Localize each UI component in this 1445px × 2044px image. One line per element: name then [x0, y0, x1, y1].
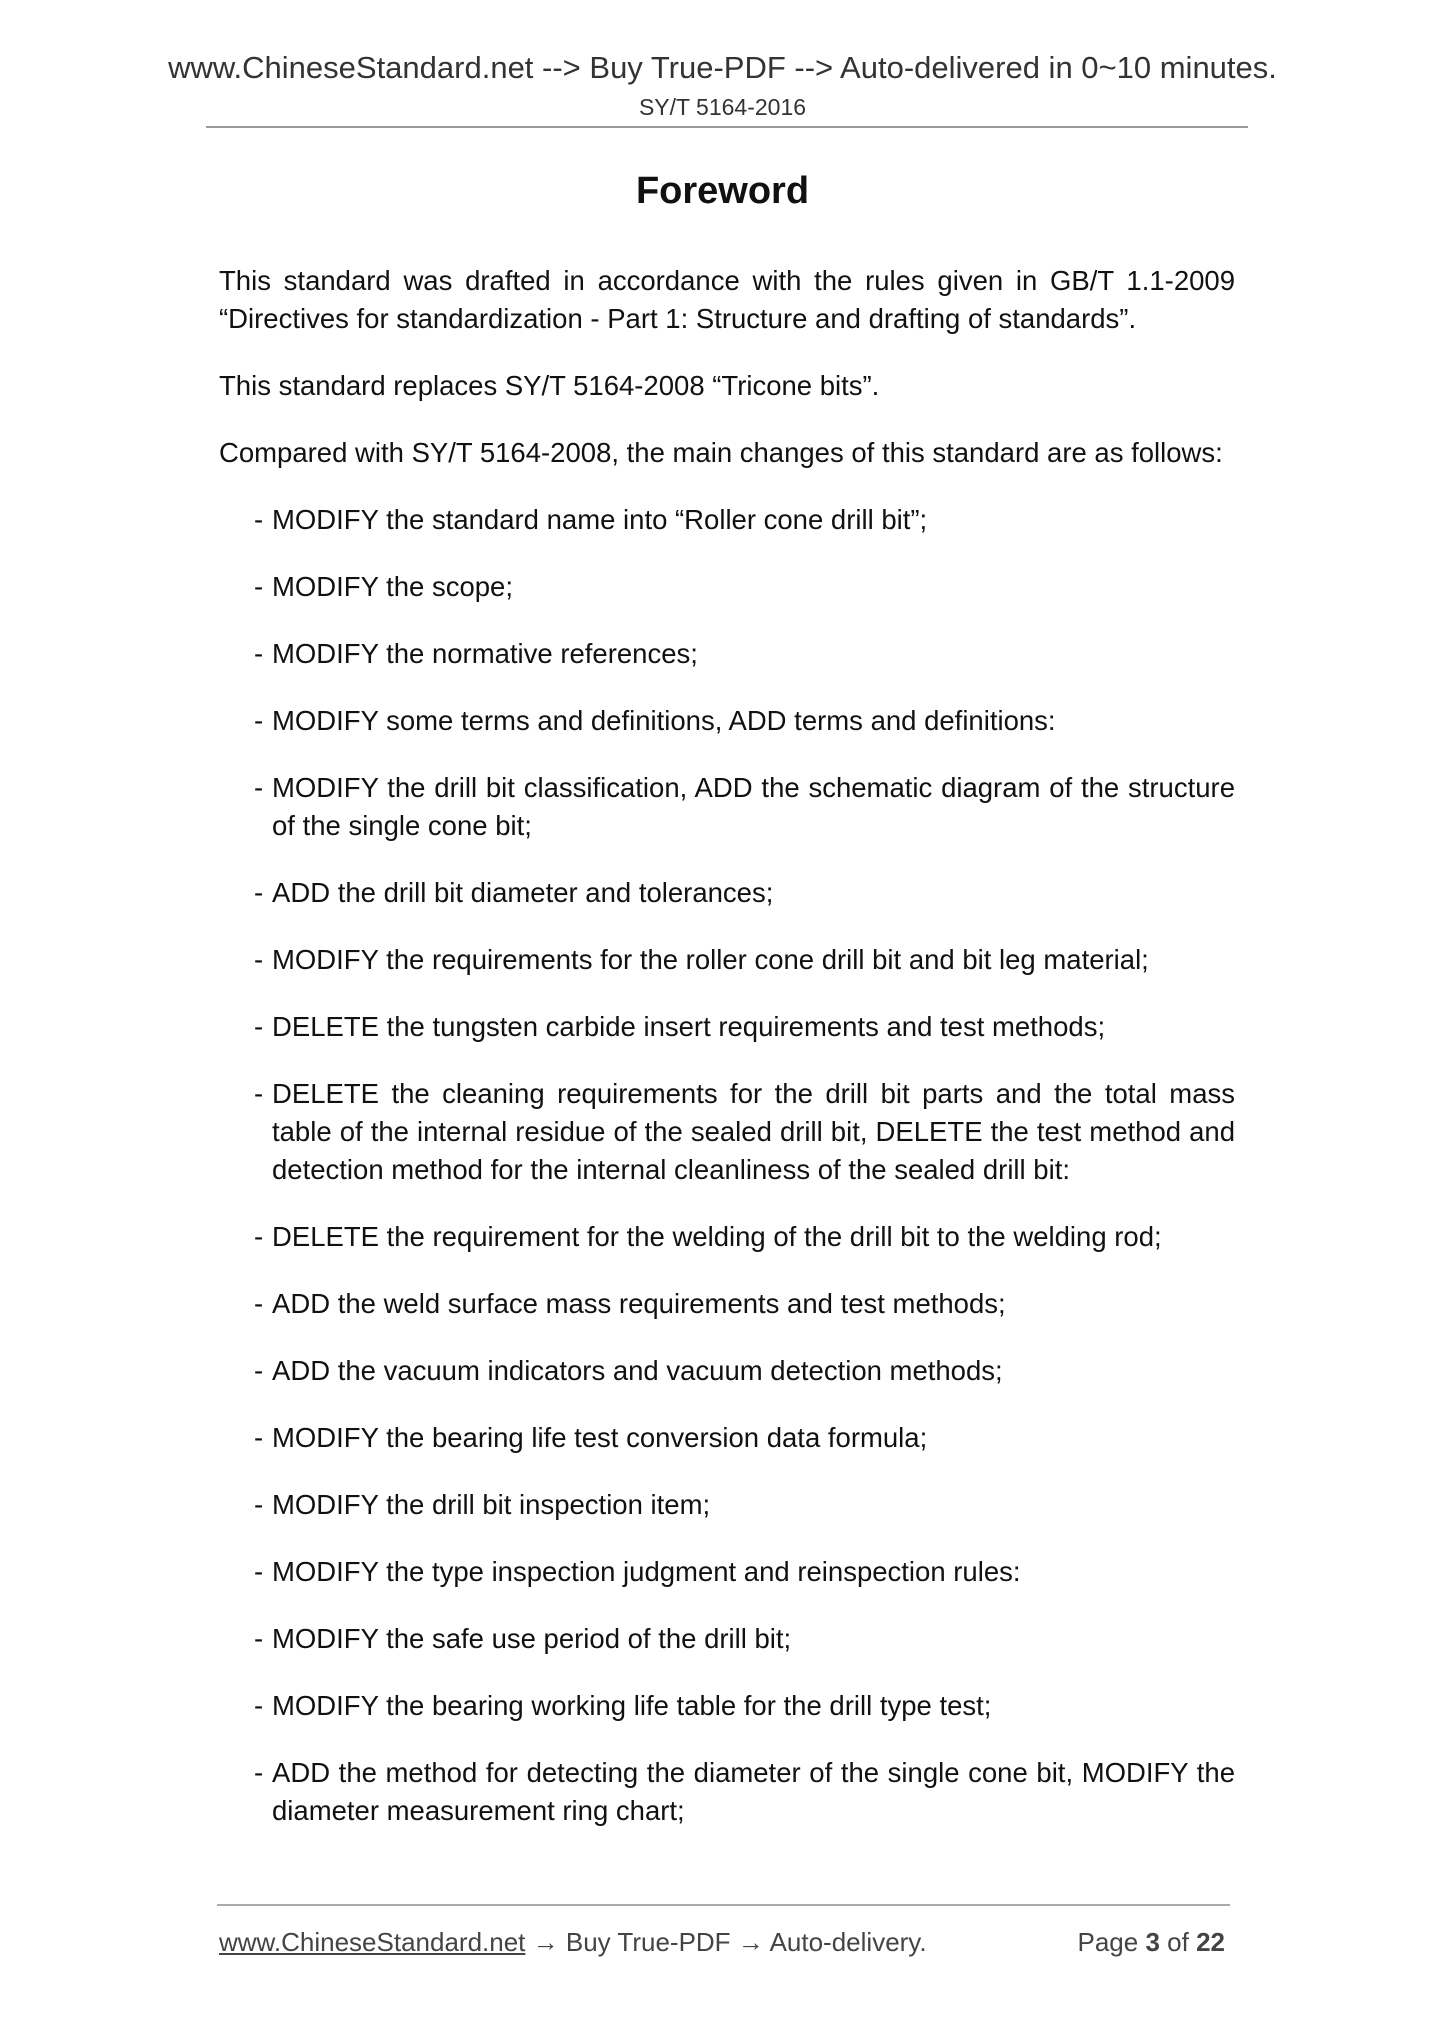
list-item — [219, 1352, 1235, 1390]
bullet-dash: - — [254, 1690, 264, 1721]
footer-text: → Buy True-PDF → Auto-delivery. — [525, 1927, 927, 1957]
list-item — [219, 568, 1235, 606]
bullet-dash: - — [254, 705, 264, 736]
list-item — [219, 1687, 1235, 1725]
list-item-text: ADD the vacuum indicators and vacuum detection methods; — [272, 1355, 1003, 1386]
bullet-dash: - — [254, 944, 264, 975]
list-item — [219, 1754, 1235, 1830]
list-item — [219, 702, 1235, 740]
page-title: Foreword — [635, 170, 810, 212]
paragraph: This standard replaces SY/T 5164-2008 “Tricone bits”. — [219, 370, 880, 401]
header-divider — [206, 126, 1248, 128]
bullet-dash: - — [254, 504, 264, 535]
list-item-text: MODIFY the drill bit inspection item; — [272, 1489, 711, 1520]
bullet-dash: - — [254, 1011, 264, 1042]
list-item — [219, 874, 1235, 912]
header-banner: www.ChineseStandard.net --> Buy True-PDF --> Auto-delivered in 0~10 minutes. — [168, 50, 1277, 85]
document-body — [219, 262, 1235, 1859]
bullet-dash: - — [254, 638, 264, 669]
paragraph: Compared with SY/T 5164-2008, the main changes of this standard are as follows: — [219, 437, 1223, 468]
list-item-text: ADD the method for detecting the diameter of the single cone bit, MODIFY the diameter measurement ring chart; — [272, 1757, 1235, 1826]
list-item-text: MODIFY the normative references; — [272, 638, 698, 669]
page-indicator — [1077, 1927, 1225, 1958]
bullet-dash: - — [254, 1489, 264, 1520]
bullet-dash: - — [254, 1221, 264, 1252]
list-item-text: MODIFY the bearing life test conversion data formula; — [272, 1422, 928, 1453]
bullet-dash: - — [254, 571, 264, 602]
list-item-text: MODIFY some terms and definitions, ADD terms and definitions: — [272, 705, 1056, 736]
standard-code: SY/T 5164-2016 — [638, 94, 807, 120]
bullet-dash: - — [254, 1288, 264, 1319]
list-item-text: DELETE the tungsten carbide insert requirements and test methods; — [272, 1011, 1106, 1042]
list-item-text: MODIFY the bearing working life table for the drill type test; — [272, 1690, 992, 1721]
list-item-text: MODIFY the drill bit classification, ADD the schematic diagram of the structure of the single cone bit; — [272, 772, 1235, 841]
list-item — [219, 501, 1235, 539]
list-item-text: ADD the drill bit diameter and tolerances; — [272, 877, 774, 908]
bullet-dash: - — [254, 772, 264, 803]
bullet-dash: - — [254, 1623, 264, 1654]
list-item-text: ADD the weld surface mass requirements and test methods; — [272, 1288, 1006, 1319]
page-total: 22 — [1196, 1927, 1225, 1957]
list-item — [219, 1553, 1235, 1591]
list-item-text: MODIFY the safe use period of the drill bit; — [272, 1623, 792, 1654]
bullet-dash: - — [254, 1078, 264, 1109]
footer-divider — [217, 1904, 1230, 1906]
list-item-text: DELETE the requirement for the welding of the drill bit to the welding rod; — [272, 1221, 1162, 1252]
footer — [219, 1927, 1225, 1958]
page-label: Page — [1077, 1927, 1139, 1957]
bullet-dash: - — [254, 1355, 264, 1386]
list-item — [219, 1486, 1235, 1524]
bullet-dash: - — [254, 1757, 264, 1788]
list-item — [219, 1075, 1235, 1189]
list-item-text: DELETE the cleaning requirements for the drill bit parts and the total mass table of the internal residue of the sealed drill bit, DELETE the test method and detection method for the internal cleanliness of the sealed drill bit: — [272, 1078, 1235, 1185]
changes-list — [219, 501, 1235, 1830]
list-item-text: MODIFY the type inspection judgment and reinspection rules: — [272, 1556, 1021, 1587]
list-item-text: MODIFY the standard name into “Roller cone drill bit”; — [272, 504, 928, 535]
paragraph: This standard was drafted in accordance with the rules given in GB/T 1.1-2009 “Directives for standardization - Part 1: Structure and drafting of standards”. — [219, 265, 1235, 334]
footer-link[interactable]: www.ChineseStandard.net — [219, 1927, 526, 1957]
list-item-text: MODIFY the requirements for the roller cone drill bit and bit leg material; — [272, 944, 1149, 975]
bullet-dash: - — [254, 1422, 264, 1453]
list-item — [219, 1419, 1235, 1457]
list-item — [219, 635, 1235, 673]
list-item — [219, 1620, 1235, 1658]
list-item — [219, 1285, 1235, 1323]
bullet-dash: - — [254, 877, 264, 908]
list-item — [219, 1008, 1235, 1046]
list-item-text: MODIFY the scope; — [272, 571, 513, 602]
list-item — [219, 769, 1235, 845]
page-number: 3 — [1145, 1927, 1160, 1957]
list-item — [219, 941, 1235, 979]
of-label: of — [1167, 1927, 1189, 1957]
list-item — [219, 1218, 1235, 1256]
bullet-dash: - — [254, 1556, 264, 1587]
